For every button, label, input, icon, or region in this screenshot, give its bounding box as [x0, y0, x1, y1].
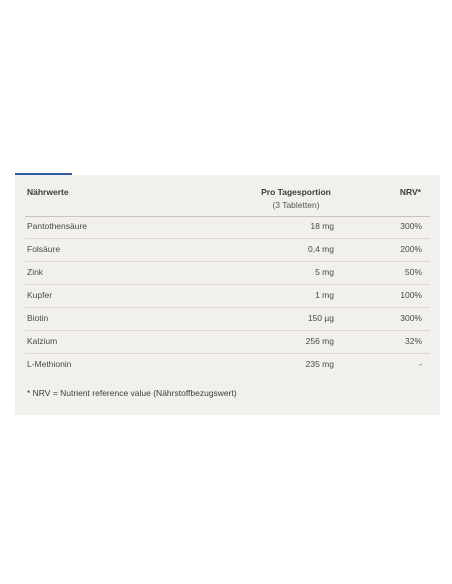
nutrient-amount: 18 mg [310, 221, 334, 231]
nutrient-amount: 235 mg [305, 359, 334, 369]
table-row [25, 354, 430, 376]
nutrient-amount: 5 mg [315, 267, 334, 277]
nutrient-amount: 1 mg [315, 290, 334, 300]
table-row [25, 285, 430, 308]
nutrient-name: Kupfer [27, 290, 53, 300]
nutrient-nrv: - [419, 359, 422, 369]
nutrient-nrv: 50% [404, 267, 422, 277]
nutrient-name: Zink [27, 267, 44, 277]
header-nutrients: Nährwerte [27, 187, 69, 197]
table-row [25, 262, 430, 285]
table-row [25, 239, 430, 262]
nrv-footnote: * NRV = Nutrient reference value (Nährstoffbezugswert) [27, 388, 237, 398]
nutrient-nrv: 300% [400, 221, 422, 231]
header-nrv: NRV* [399, 187, 421, 197]
nutrient-amount: 256 mg [305, 336, 334, 346]
nutrition-table-panel [15, 175, 440, 415]
header-daily-portion-sub: (3 Tabletten) [272, 200, 320, 210]
nutrient-name: Folsäure [27, 244, 61, 254]
nutrient-nrv: 100% [400, 290, 422, 300]
nutrient-name: Biotin [27, 313, 49, 323]
header-daily-portion [256, 187, 336, 210]
nutrient-name: L-Methionin [27, 359, 72, 369]
table-header [25, 184, 430, 217]
table-row [25, 308, 430, 331]
nutrient-nrv: 200% [400, 244, 422, 254]
nutrient-name: Kalzium [27, 336, 58, 346]
nutrient-nrv: 300% [400, 313, 422, 323]
nutrient-amount: 150 µg [307, 313, 334, 323]
table-row [25, 331, 430, 354]
header-daily-portion-label: Pro Tagesportion [261, 187, 331, 197]
table-row [25, 216, 430, 239]
nutrient-nrv: 32% [404, 336, 422, 346]
nutrient-amount: 0,4 mg [308, 244, 334, 254]
nutrient-name: Pantothensäure [27, 221, 88, 231]
